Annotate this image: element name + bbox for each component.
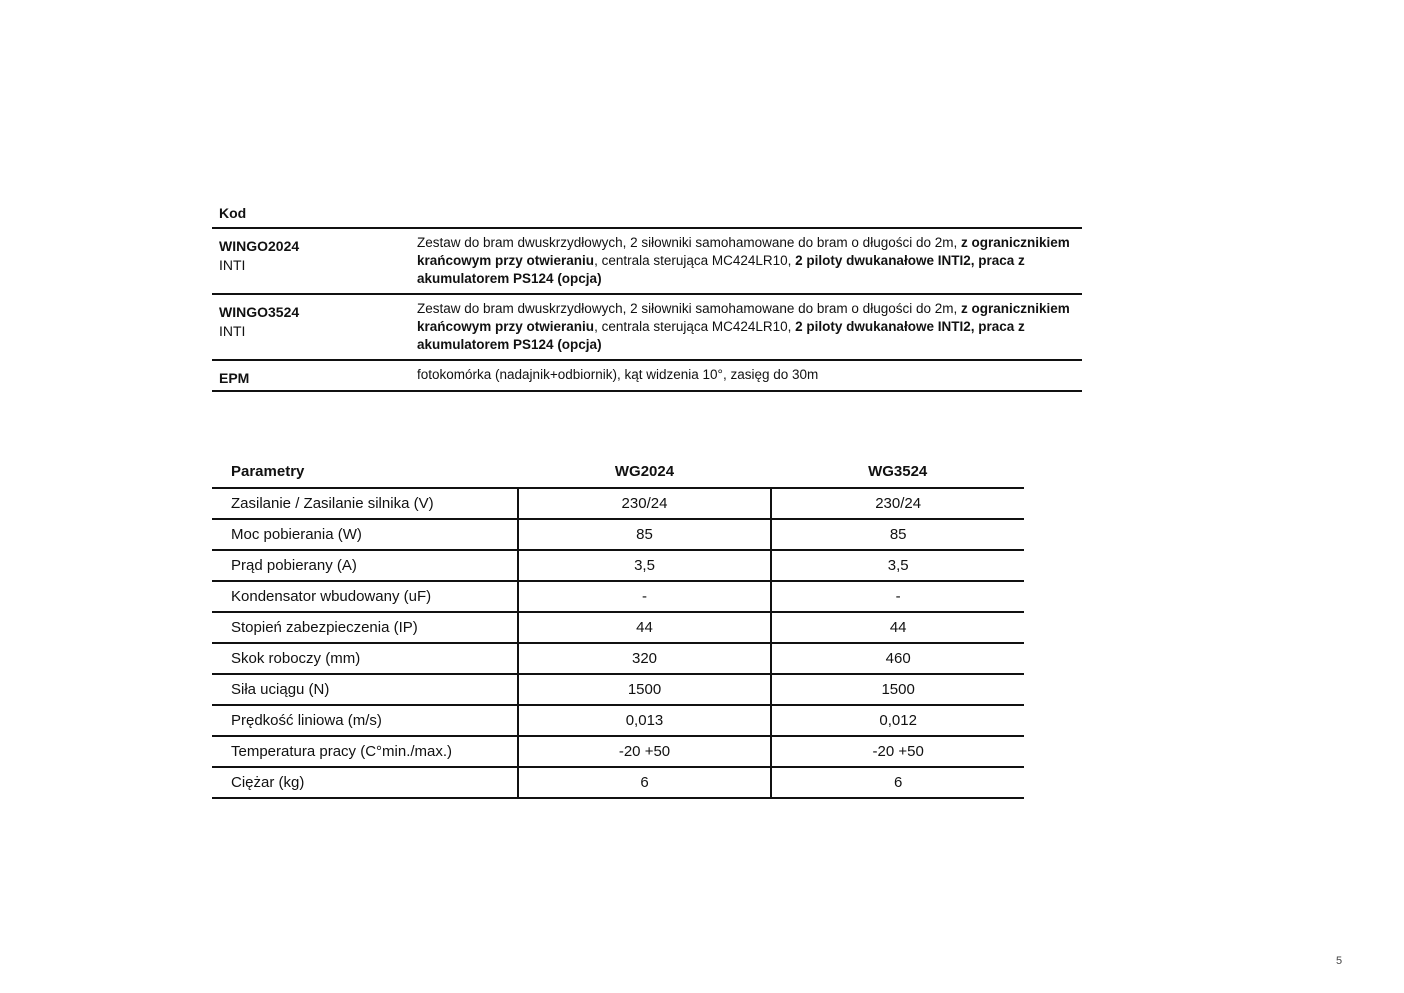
column-header-parameters: Parametry xyxy=(212,455,518,488)
desc-text: , centrala sterująca MC424LR10, xyxy=(594,253,796,268)
desc-bold: 2 piloty dwukanałowe INTI2, praca z akumulatorem PS124 (opcja) xyxy=(417,253,1025,286)
page-number: 5 xyxy=(1336,955,1343,967)
column-header-wg2024: WG2024 xyxy=(518,455,772,488)
param-label: Temperatura pracy (C°min./max.) xyxy=(212,736,518,767)
param-value: 1500 xyxy=(518,674,772,705)
table-row xyxy=(212,674,1024,705)
desc-text: Zestaw do bram dwuskrzydłowych, 2 siłowniki samohamowane do bram o długości do 2m, xyxy=(417,235,961,250)
param-value: 85 xyxy=(771,519,1024,550)
table-row xyxy=(212,519,1024,550)
param-value: 6 xyxy=(518,767,772,798)
table-row xyxy=(212,767,1024,798)
desc-text: , centrala sterująca MC424LR10, xyxy=(594,319,796,334)
param-label: Kondensator wbudowany (uF) xyxy=(212,581,518,612)
param-value: 44 xyxy=(518,612,772,643)
table-row xyxy=(212,295,1082,361)
table-row xyxy=(212,705,1024,736)
table-row xyxy=(212,550,1024,581)
param-value: 0,013 xyxy=(518,705,772,736)
table-row xyxy=(212,581,1024,612)
param-label: Prąd pobierany (A) xyxy=(212,550,518,581)
param-label: Ciężar (kg) xyxy=(212,767,518,798)
param-label: Prędkość liniowa (m/s) xyxy=(212,705,518,736)
param-value: 44 xyxy=(771,612,1024,643)
param-value: 1500 xyxy=(771,674,1024,705)
codes-header: Kod xyxy=(212,200,1082,229)
table-row xyxy=(212,361,1082,392)
table-row xyxy=(212,488,1024,519)
table-row xyxy=(212,643,1024,674)
param-label: Moc pobierania (W) xyxy=(212,519,518,550)
param-value: 320 xyxy=(518,643,772,674)
product-codes-table xyxy=(212,200,1082,392)
product-code-cell xyxy=(212,361,417,390)
desc-text: Zestaw do bram dwuskrzydłowych, 2 siłowniki samohamowane do bram o długości do 2m, xyxy=(417,301,961,316)
param-label: Stopień zabezpieczenia (IP) xyxy=(212,612,518,643)
desc-bold: z ogranicznikiem krańcowym przy otwieraniu xyxy=(417,301,1070,334)
param-label: Skok roboczy (mm) xyxy=(212,643,518,674)
param-value: 460 xyxy=(771,643,1024,674)
parameters-table xyxy=(212,455,1024,799)
product-subcode: INTI xyxy=(219,323,246,339)
desc-bold: z ogranicznikiem krańcowym przy otwieraniu xyxy=(417,235,1070,268)
param-label: Siła uciągu (N) xyxy=(212,674,518,705)
param-value: 230/24 xyxy=(771,488,1024,519)
param-value: 85 xyxy=(518,519,772,550)
param-value: - xyxy=(518,581,772,612)
product-code-cell xyxy=(212,295,417,359)
product-code-cell xyxy=(212,229,417,293)
product-code: WINGO3524 xyxy=(219,304,300,320)
product-code: WINGO2024 xyxy=(219,238,300,254)
product-description: fotokomórka (nadajnik+odbiornik), kąt widzenia 10°, zasięg do 30m xyxy=(417,367,819,382)
product-description xyxy=(417,295,1082,359)
product-code: EPM xyxy=(219,370,250,386)
product-description xyxy=(417,229,1082,293)
table-row xyxy=(212,736,1024,767)
param-value: 230/24 xyxy=(518,488,772,519)
param-value: 6 xyxy=(771,767,1024,798)
table-row xyxy=(212,229,1082,295)
table-row xyxy=(212,612,1024,643)
param-value: 3,5 xyxy=(518,550,772,581)
column-header-wg3524: WG3524 xyxy=(771,455,1024,488)
param-value: 3,5 xyxy=(771,550,1024,581)
param-label: Zasilanie / Zasilanie silnika (V) xyxy=(212,488,518,519)
desc-bold: 2 piloty dwukanałowe INTI2, praca z akumulatorem PS124 (opcja) xyxy=(417,319,1025,352)
table-header-row xyxy=(212,455,1024,488)
product-subcode: INTI xyxy=(219,257,246,273)
param-value: -20 +50 xyxy=(518,736,772,767)
param-value: 0,012 xyxy=(771,705,1024,736)
param-value: -20 +50 xyxy=(771,736,1024,767)
param-value: - xyxy=(771,581,1024,612)
